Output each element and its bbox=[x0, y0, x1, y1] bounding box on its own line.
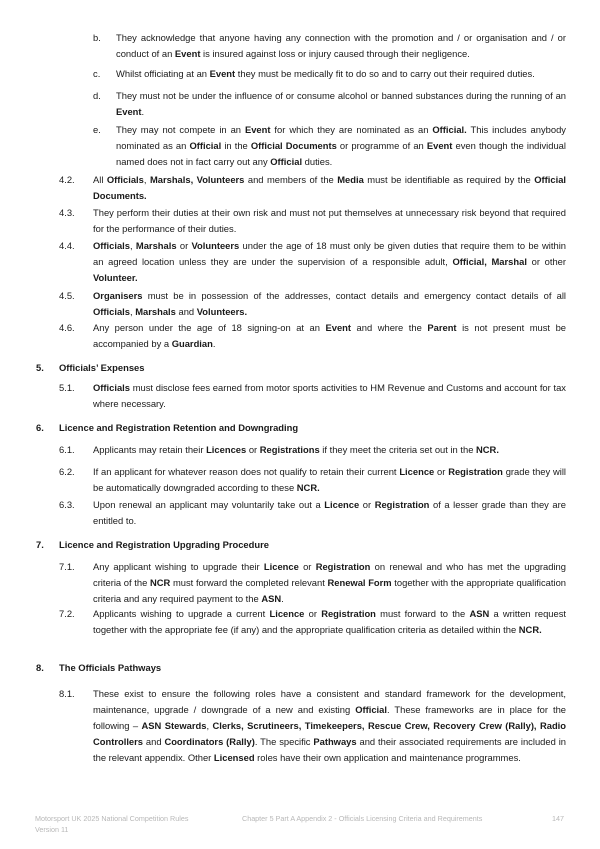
item-number: e. bbox=[93, 124, 101, 135]
section-heading: Licence and Registration Retention and Downgrading bbox=[59, 422, 299, 433]
clause-text: These exist to ensure the following roles have a consistent and standard framework for the development, maintenance, upgrade / downgrade of a new and existing Official. These frameworks are in place for the following – ASN Stewards, Clerks, Scrutineers, Timekeepers, Rescue Crew, Recovery Crew (Rally), Radio Controllers and Coordinators (Rally). The specific Pathways and their associated requirements are included in the relevant appendix. Other Licensed roles have their own application and maintenance programmes. bbox=[93, 688, 567, 763]
clause-number: 4.6. bbox=[59, 322, 75, 333]
section-heading: The Officials Pathways bbox=[59, 662, 162, 673]
section-number: 5. bbox=[36, 362, 44, 373]
footer-version: Version 11 bbox=[35, 825, 69, 834]
item-number: b. bbox=[93, 32, 101, 43]
clause-text: If an applicant for whatever reason does not qualify to retain their current Licence or Registration grade they will be automatically downgraded according to these NCR. bbox=[93, 466, 566, 493]
clause-number: 7.1. bbox=[59, 561, 75, 572]
clause-number: 4.4. bbox=[59, 240, 75, 251]
clause-text: Applicants may retain their Licences or Registrations if they meet the criteria set out in the NCR. bbox=[93, 444, 499, 455]
item-text: They must not be under the influence of or consume alcohol or banned substances during the running of an Event. bbox=[116, 90, 566, 117]
section-heading: Licence and Registration Upgrading Procedure bbox=[59, 539, 269, 550]
clause-number: 6.2. bbox=[59, 466, 75, 477]
clause-number: 6.1. bbox=[59, 444, 75, 455]
clause-text: Upon renewal an applicant may voluntarily take out a Licence or Registration of a lesser grade than they are entitled to. bbox=[93, 499, 566, 526]
item-number: c. bbox=[93, 68, 101, 79]
clause-number: 7.2. bbox=[59, 608, 75, 619]
footer-chapter-title: Chapter 5 Part A Appendix 2 - Officials Licensing Criteria and Requirements bbox=[242, 814, 483, 823]
clause-text: Any applicant wishing to upgrade their Licence or Registration on renewal and who has met the upgrading criteria of the NCR must forward the completed relevant Renewal Form together with the appropriate qualification criteria and any required payment to the ASN. bbox=[93, 561, 567, 604]
clause-number: 4.2. bbox=[59, 174, 75, 185]
footer-document-title: Motorsport UK 2025 National Competition Rules bbox=[35, 814, 189, 823]
section-number: 6. bbox=[36, 422, 44, 433]
section-heading: Officials’ Expenses bbox=[59, 362, 145, 373]
item-text: They acknowledge that anyone having any connection with the promotion and / or organisation and / or conduct of an Event is insured against loss or injury caused through their negligence. bbox=[116, 32, 566, 59]
item-text: They may not compete in an Event for which they are nominated as an Official. This includes anybody nominated as an Official in the Official Documents or programme of an Event even though the individual named does not in fact carry out any Official duties. bbox=[116, 124, 566, 167]
clause-number: 4.5. bbox=[59, 290, 75, 301]
clause-text: Organisers must be in possession of the addresses, contact details and emergency contact details of all Officials, Marshals and Volunteers. bbox=[93, 290, 566, 317]
clause-number: 6.3. bbox=[59, 499, 75, 510]
clause-text: They perform their duties at their own risk and must not put themselves at unnecessary risk beyond that required for the performance of their duties. bbox=[93, 207, 566, 234]
clause-text: All Officials, Marshals, Volunteers and members of the Media must be identifiable as required by the Official Documents. bbox=[93, 174, 567, 201]
item-number: d. bbox=[93, 90, 101, 101]
clause-text: Officials must disclose fees earned from motor sports activities to HM Revenue and Customs and account for tax where necessary. bbox=[93, 382, 566, 409]
section-number: 8. bbox=[36, 662, 44, 673]
clause-number: 8.1. bbox=[59, 688, 75, 699]
footer-page-number: 147 bbox=[552, 814, 564, 823]
item-text: Whilst officiating at an Event they must be medically fit to do so and to carry out their required duties. bbox=[116, 68, 535, 79]
clause-number: 5.1. bbox=[59, 382, 75, 393]
clause-text: Any person under the age of 18 signing-on at an Event and where the Parent is not present must be accompanied by a Guardian. bbox=[93, 322, 566, 349]
section-number: 7. bbox=[36, 539, 44, 550]
clause-number: 4.3. bbox=[59, 207, 75, 218]
clause-text: Applicants wishing to upgrade a current Licence or Registration must forward to the ASN a written request together with the appropriate fee (if any) and the appropriate qualification criteria as detailed within the NCR. bbox=[93, 608, 567, 635]
clause-text: Officials, Marshals or Volunteers under the age of 18 must only be given duties that require them to be within an agreed location unless they are under the supervision of a responsible adult, Official, Marshal or other Volunteer. bbox=[93, 240, 567, 283]
